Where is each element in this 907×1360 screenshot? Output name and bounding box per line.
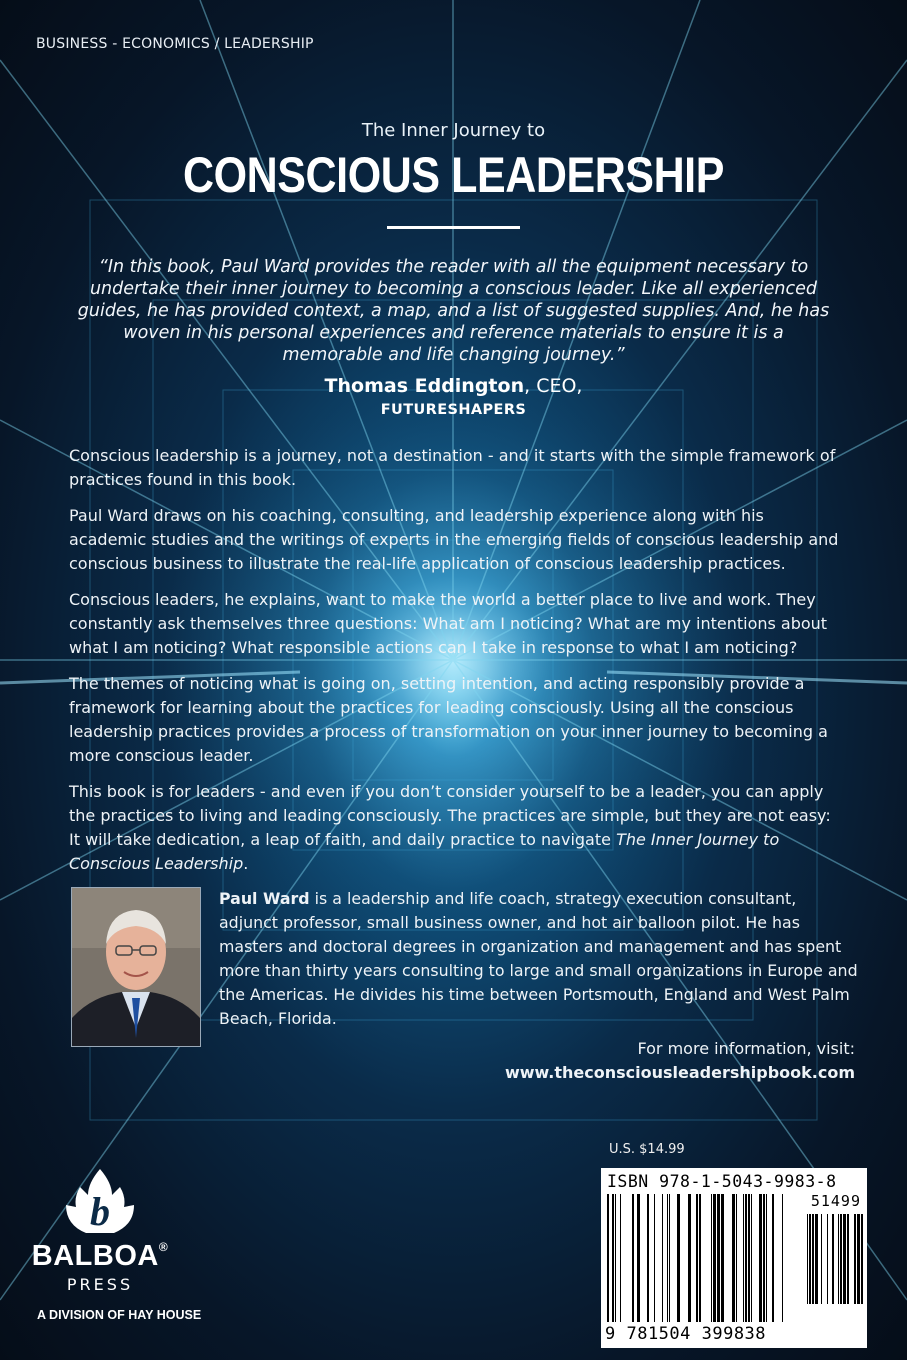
- registered-mark: ®: [158, 1240, 169, 1254]
- description-paragraph: Conscious leaders, he explains, want to make the world a better place to live and work. They constantly ask themselves three questions: What am I noticing? What are my intentions about what I am noticing? What responsible actions can I take in response to what I am noticing?: [69, 590, 828, 657]
- author-portrait-illustration: [72, 888, 200, 1046]
- endorsement-author-role: , CEO,: [524, 375, 583, 397]
- book-title: CONSCIOUS LEADERSHIP: [183, 147, 724, 203]
- isbn-text: ISBN 978-1-5043-9983-8: [607, 1172, 837, 1191]
- book-title-reference: The Inner Journey to Conscious Leadership: [69, 830, 780, 873]
- endorsement-author: [0, 375, 907, 397]
- lotus-icon: [30, 1165, 170, 1240]
- author-bio-text: is a leadership and life coach, strategy execution consultant, adjunct professor, small business owner, and hot air balloon pilot. He has masters and doctoral degrees in organization and management and has spent more than thirty years consulting to large and small organizations in Europe and the Americas. He divides his time between Portsmouth, England and West Palm Beach, Florida.: [219, 889, 858, 1028]
- author-photo: [71, 887, 201, 1047]
- publisher-name: [30, 1240, 170, 1273]
- publisher-press: PRESS: [66, 1275, 134, 1294]
- more-info: [505, 1037, 855, 1085]
- price-label: U.S. $14.99: [609, 1142, 685, 1157]
- description-paragraph: Conscious leadership is a journey, not a destination - and it starts with the simple framework of practices found in this book.: [69, 446, 836, 489]
- description-text: This book is for leaders - and even if you don’t consider yourself to be a leader, you can apply the practices to living and leading consciously. The practices are simple, but they are not easy: It will take dedication, a leap of faith, and daily practice to navigate: [69, 782, 831, 849]
- description-paragraph: The themes of noticing what is going on, setting intention, and acting responsibly provide a framework for learning about the practices for leading consciously. Using all the conscious leadership practices provides a process of transformation on your inner journey to becoming a more conscious leader.: [69, 674, 828, 765]
- endorsement-organization: FUTURESHAPERS: [380, 402, 527, 418]
- description-paragraph: [69, 780, 844, 876]
- author-bio: [219, 887, 859, 1031]
- description-paragraph: Paul Ward draws on his coaching, consulting, and leadership experience along with his academic studies and the writings of experts in the emerging fields of conscious leadership and conscious business to illustrate the real-life application of conscious leadership practices.: [69, 506, 839, 573]
- endorsement-quote: “In this book, Paul Ward provides the reader with all the equipment necessary to undertake their inner journey to becoming a conscious leader. Like all experienced guides, he has provided context, a map, and a list of suggested supplies. And, he has woven in his personal experiences and reference materials to ensure it is a memorable and life changing journey.”: [77, 257, 830, 365]
- title-divider: [387, 226, 520, 229]
- publisher-logo: [30, 1165, 200, 1330]
- publisher-division: A DIVISION OF HAY HOUSE: [37, 1308, 202, 1322]
- endorsement-author-name: Thomas Eddington: [324, 375, 525, 397]
- book-description: [69, 444, 844, 888]
- category-label: BUSINESS - ECONOMICS / LEADERSHIP: [36, 36, 314, 52]
- isbn-barcode: [601, 1168, 867, 1348]
- isbn-digits: 9 781504 399838: [605, 1324, 767, 1344]
- book-subtitle: The Inner Journey to: [361, 120, 546, 141]
- barcode-bars: [601, 1168, 867, 1348]
- logo-letter-icon: b: [90, 1189, 110, 1234]
- website-link[interactable]: www.theconsciousleadershipbook.com: [504, 1063, 855, 1082]
- more-info-label: For more information, visit:: [637, 1039, 855, 1058]
- author-name: Paul Ward: [219, 889, 310, 908]
- description-text: .: [243, 854, 249, 873]
- price-code: 51499: [810, 1192, 861, 1210]
- publisher-name-text: BALBOA: [31, 1240, 159, 1272]
